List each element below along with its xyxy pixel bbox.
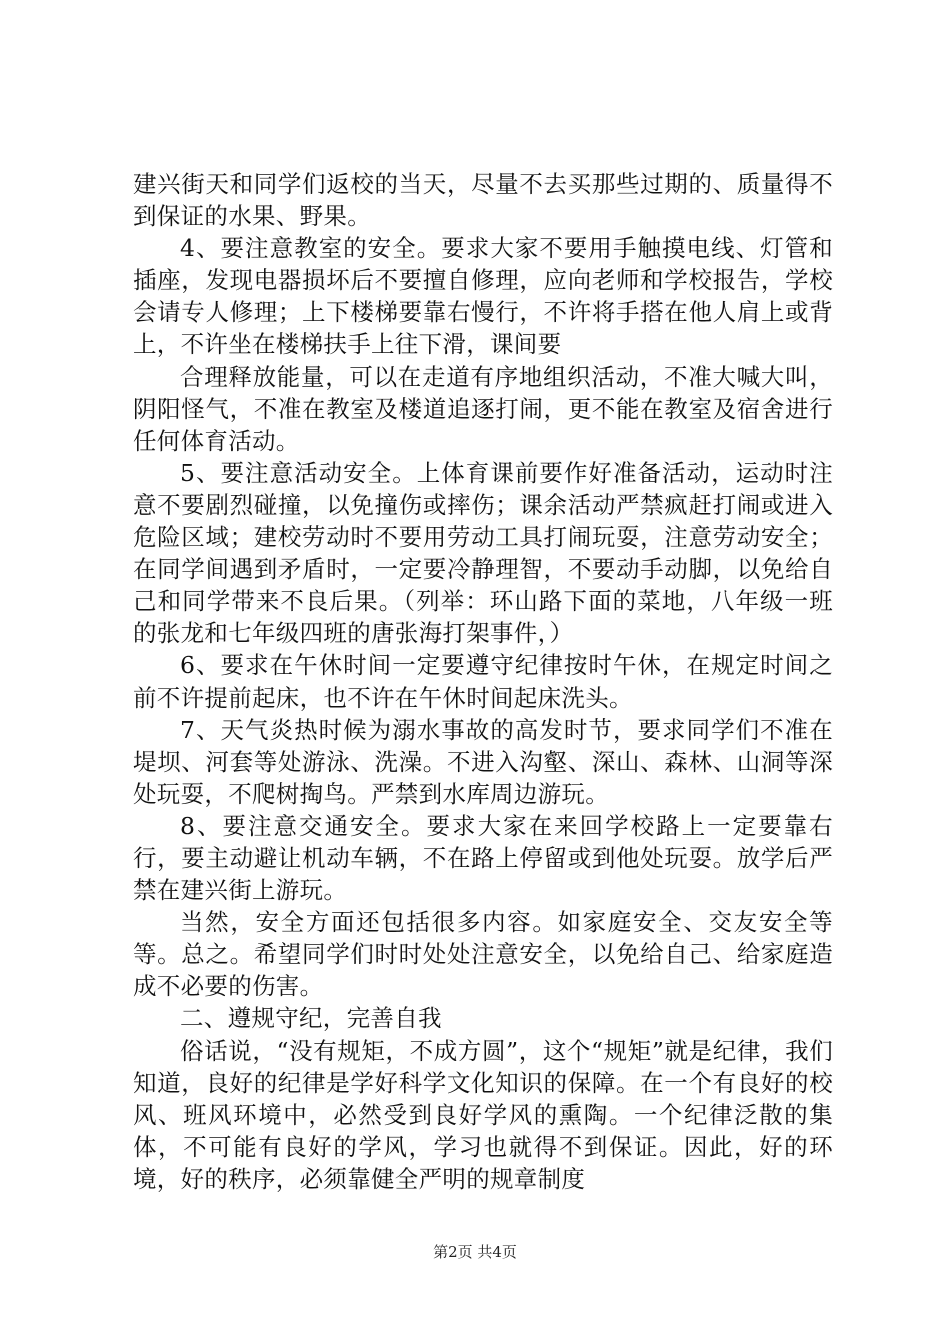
paragraph-rules-discipline: 俗话说，“没有规矩，不成方圆”，这个“规矩”就是纪律，我们知道，良好的纪律是学好科学文化知识的保障。在一个有良好的校风、班风环境中，必然受到良好学风的熏陶。一个纪律泛散的集体，不可能有良好的学风，学习也就得不到保证。因此，好的环境，好的秩序，必须靠健全严明的规章制度 xyxy=(133,1036,833,1193)
paragraph-continuation: 建兴街天和同学们返校的当天，尽量不去买那些过期的、质量得不到保证的水果、野果。 xyxy=(133,170,833,231)
paragraph-safety-summary: 当然，安全方面还包括很多内容。如家庭安全、交友安全等等。总之。希望同学们时时处处注意安全，以免给自己、给家庭造成不必要的伤害。 xyxy=(133,908,833,1001)
paragraph-drowning-safety: 7、天气炎热时候为溺水事故的高发时节，要求同学们不准在堤坝、河套等处游泳、洗澡。不进入沟壑、深山、森林、山洞等深处玩耍，不爬树掏鸟。严禁到水库周边游玩。 xyxy=(133,715,833,808)
paragraph-classroom-safety: 4、要注意教室的安全。要求大家不要用手触摸电线、灯管和插座，发现电器损坏后不要擅自修理，应向老师和学校报告，学校会请专人修理；上下楼梯要靠右慢行，不许将手搭在他人肩上或背上，不许坐在楼梯扶手上往下滑，课间要 xyxy=(133,234,833,359)
section-heading-discipline: 二、遵规守纪，完善自我 xyxy=(180,1004,442,1033)
paragraph-release-energy: 合理释放能量，可以在走道有序地组织活动，不准大喊大叫，阴阳怪气，不准在教室及楼道追逐打闹，更不能在教室及宿舍进行任何体育活动。 xyxy=(133,362,833,455)
page-number-footer: 第2页 共4页 xyxy=(433,1243,517,1261)
paragraph-activity-safety: 5、要注意活动安全。上体育课前要作好准备活动，运动时注意不要剧烈碰撞，以免撞伤或摔伤；课余活动严禁疯赶打闹或进入危险区域；建校劳动时不要用劳动工具打闹玩耍，注意劳动安全；在同学间遇到矛盾时，一定要冷静理智，不要动手动脚，以免给自己和同学带来不良后果。（列举：环山路下面的菜地，八年级一班的张龙和七年级四班的唐张海打架事件，） xyxy=(133,458,833,648)
paragraph-nap-discipline: 6、要求在午休时间一定要遵守纪律按时午休，在规定时间之前不许提前起床，也不许在午休时间起床洗头。 xyxy=(133,651,833,712)
paragraph-traffic-safety: 8、要注意交通安全。要求大家在来回学校路上一定要靠右行，要主动避让机动车辆，不在路上停留或到他处玩耍。放学后严禁在建兴街上游玩。 xyxy=(133,811,833,905)
document-body xyxy=(133,168,833,1195)
